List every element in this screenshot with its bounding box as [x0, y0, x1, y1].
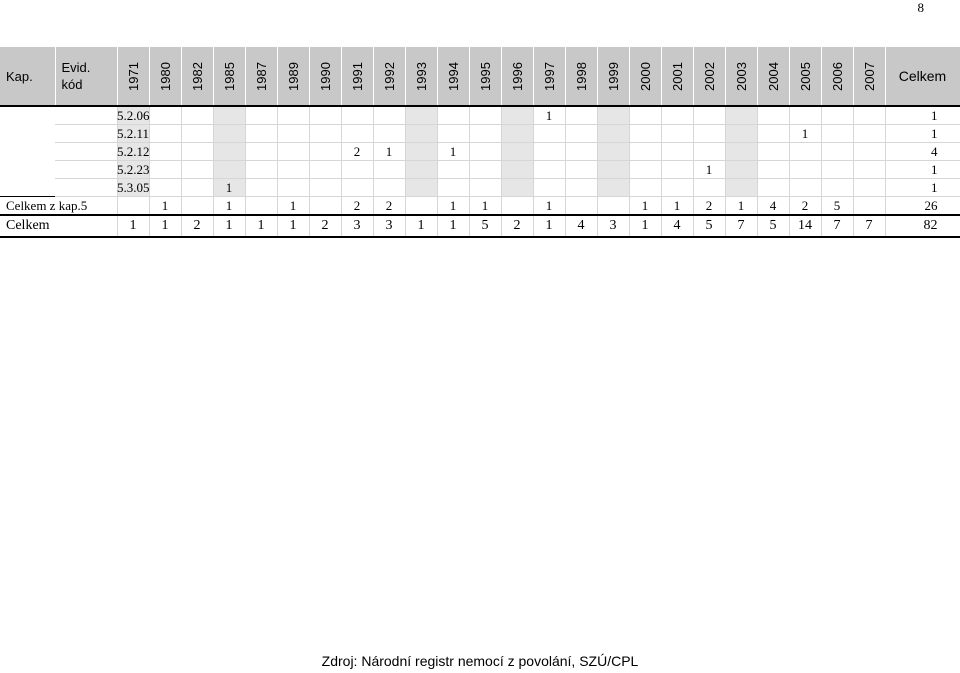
table-cell: [725, 125, 757, 143]
table-cell: [405, 106, 437, 125]
table-cell: [789, 106, 821, 125]
table-cell: [533, 125, 565, 143]
header-year: [693, 47, 725, 106]
header-year-label: 2006: [829, 61, 845, 91]
header-year-label: 2005: [797, 61, 813, 91]
table-cell: [341, 161, 373, 179]
grand-total-cell: 2: [501, 215, 533, 237]
header-year-label: 1989: [285, 61, 301, 91]
table-cell: [373, 106, 405, 125]
subtotal-cell: [245, 197, 277, 216]
table-cell: [437, 179, 469, 197]
grand-total-cell: 7: [853, 215, 885, 237]
table-cell: [341, 179, 373, 197]
table-cell: [181, 106, 213, 125]
table-cell: [853, 143, 885, 161]
grand-total-cell: 7: [725, 215, 757, 237]
table-cell: [757, 179, 789, 197]
subtotal-cell: [853, 197, 885, 216]
table-cell: [661, 106, 693, 125]
subtotal-cell: 1: [661, 197, 693, 216]
table-cell: [149, 161, 181, 179]
table-cell: [821, 179, 853, 197]
occupational-disease-table: [0, 47, 960, 238]
table-cell: [309, 161, 341, 179]
grand-total-cell: 1: [437, 215, 469, 237]
grand-total-cell: 5: [757, 215, 789, 237]
header-year: [821, 47, 853, 106]
grand-total-cell: 3: [597, 215, 629, 237]
grand-total-cell: 1: [533, 215, 565, 237]
header-year: [661, 47, 693, 106]
grand-total-total: 82: [885, 215, 960, 237]
grand-total-cell: 1: [149, 215, 181, 237]
table-row: [0, 125, 960, 143]
table-cell: [437, 125, 469, 143]
evid-code: 5.2.06: [55, 106, 117, 125]
header-year-label: 2004: [765, 61, 781, 91]
table-cell: [437, 106, 469, 125]
grand-total-cell: 2: [181, 215, 213, 237]
table-cell: [757, 143, 789, 161]
table-cell: 1: [533, 106, 565, 125]
table-cell: 1: [213, 179, 245, 197]
header-evid-line1: Evid.: [61, 60, 91, 75]
header-year: [629, 47, 661, 106]
table-cell: [597, 179, 629, 197]
table-cell: [309, 106, 341, 125]
grand-total-cell: 1: [405, 215, 437, 237]
header-year-label: 1991: [349, 61, 365, 91]
table-cell: [181, 179, 213, 197]
source-note: Zdroj: Národní registr nemocí z povolání, SZÚ/CPL: [321, 653, 639, 669]
subtotal-cell: 5: [821, 197, 853, 216]
subtotal-cell: 2: [693, 197, 725, 216]
table-cell: [469, 179, 501, 197]
header-year: [757, 47, 789, 106]
table-cell: [501, 125, 533, 143]
table-cell: [501, 179, 533, 197]
subtotal-cell: [181, 197, 213, 216]
table-cell: [149, 106, 181, 125]
subtotal-cell: [309, 197, 341, 216]
header-year: [501, 47, 533, 106]
table-cell: [245, 143, 277, 161]
subtotal-row: [0, 197, 960, 216]
table-cell: [405, 161, 437, 179]
subtotal-label: Celkem z kap.5: [0, 197, 117, 216]
table-cell: [373, 179, 405, 197]
table-cell: [693, 125, 725, 143]
row-total: 1: [885, 161, 960, 179]
grand-total-cell: 2: [309, 215, 341, 237]
page-number: 8: [917, 0, 924, 15]
grand-total-cell: 1: [245, 215, 277, 237]
header-year-label: 1990: [317, 61, 333, 91]
header-year: [341, 47, 373, 106]
subtotal-cell: 4: [757, 197, 789, 216]
header-year-label: 1998: [573, 61, 589, 91]
table-cell: [725, 143, 757, 161]
chapter-cell: [0, 106, 55, 197]
header-year: [597, 47, 629, 106]
row-total: 1: [885, 179, 960, 197]
header-year-label: 1994: [445, 61, 461, 91]
header-year: [309, 47, 341, 106]
table-cell: [597, 106, 629, 125]
header-year-label: 1980: [157, 61, 173, 91]
subtotal-cell: 1: [629, 197, 661, 216]
subtotal-cell: [565, 197, 597, 216]
table-cell: [629, 143, 661, 161]
subtotal-cell: [501, 197, 533, 216]
grand-total-cell: 1: [629, 215, 661, 237]
table-cell: [757, 106, 789, 125]
header-year: [213, 47, 245, 106]
table-cell: [149, 125, 181, 143]
table-cell: [309, 143, 341, 161]
header-year: [149, 47, 181, 106]
header-year-label: 1993: [413, 61, 429, 91]
table-cell: [213, 106, 245, 125]
grand-total-row: [0, 215, 960, 237]
table-cell: 1: [789, 125, 821, 143]
evid-code: 5.2.23: [55, 161, 117, 179]
header-year-label: 1996: [509, 61, 525, 91]
table-cell: [213, 143, 245, 161]
header-total: Celkem: [885, 47, 960, 106]
evid-code: 5.3.05: [55, 179, 117, 197]
table-cell: [469, 161, 501, 179]
table-cell: [661, 143, 693, 161]
table-cell: [629, 179, 661, 197]
table-cell: 1: [693, 161, 725, 179]
header-kap: Kap.: [0, 47, 55, 106]
table-row: [0, 143, 960, 161]
table-cell: [437, 161, 469, 179]
header-year-label: 2003: [733, 61, 749, 91]
table-cell: [565, 125, 597, 143]
table-cell: [821, 106, 853, 125]
grand-total-cell: 1: [213, 215, 245, 237]
table-cell: [405, 179, 437, 197]
row-total: 1: [885, 106, 960, 125]
grand-total-label: Celkem: [0, 215, 117, 237]
evid-code: 5.2.11: [55, 125, 117, 143]
table-cell: [373, 125, 405, 143]
table-cell: [501, 143, 533, 161]
table-cell: [245, 106, 277, 125]
grand-total-cell: 3: [341, 215, 373, 237]
grand-total-cell: 1: [117, 215, 149, 237]
table-cell: [213, 125, 245, 143]
table-cell: [725, 161, 757, 179]
subtotal-cell: 1: [533, 197, 565, 216]
table-cell: [821, 161, 853, 179]
table-cell: [693, 106, 725, 125]
table-cell: [405, 143, 437, 161]
header-year-label: 1997: [541, 61, 557, 91]
table-cell: [597, 143, 629, 161]
table-cell: [821, 143, 853, 161]
header-year-label: 1982: [189, 61, 205, 91]
subtotal-cell: 1: [725, 197, 757, 216]
table-cell: [245, 161, 277, 179]
table-cell: [341, 125, 373, 143]
table-cell: [149, 179, 181, 197]
table-cell: [565, 106, 597, 125]
grand-total-cell: 4: [565, 215, 597, 237]
header-year: [405, 47, 437, 106]
table-cell: [661, 125, 693, 143]
subtotal-cell: [405, 197, 437, 216]
header-year: [437, 47, 469, 106]
table-cell: 1: [373, 143, 405, 161]
table-cell: [501, 106, 533, 125]
table-cell: [277, 106, 309, 125]
table-cell: [661, 161, 693, 179]
table-cell: [693, 143, 725, 161]
header-evid-line2: kód: [61, 77, 83, 92]
subtotal-cell: 1: [437, 197, 469, 216]
table-cell: [533, 179, 565, 197]
table-cell: [789, 143, 821, 161]
table-cell: [277, 179, 309, 197]
header-year-label: 2001: [669, 61, 685, 91]
table-cell: [789, 161, 821, 179]
header-year: [565, 47, 597, 106]
table-cell: [757, 161, 789, 179]
subtotal-cell: 2: [373, 197, 405, 216]
header-year-label: 2000: [637, 61, 653, 91]
table-cell: [309, 179, 341, 197]
table-cell: [853, 125, 885, 143]
header-year: [373, 47, 405, 106]
table-cell: [373, 161, 405, 179]
evid-code: 5.2.12: [55, 143, 117, 161]
header-year-label: 1999: [605, 61, 621, 91]
table-cell: [565, 143, 597, 161]
subtotal-cell: [597, 197, 629, 216]
subtotal-cell: 2: [341, 197, 373, 216]
table-cell: [181, 125, 213, 143]
table-row: [0, 106, 960, 125]
subtotal-cell: 1: [277, 197, 309, 216]
table-cell: [725, 179, 757, 197]
table-cell: [213, 161, 245, 179]
header-year: [117, 47, 149, 106]
header-year: [725, 47, 757, 106]
table-cell: [661, 179, 693, 197]
table-cell: [757, 125, 789, 143]
table-cell: [245, 179, 277, 197]
table-cell: [501, 161, 533, 179]
header-year-label: 1987: [253, 61, 269, 91]
table-cell: [245, 125, 277, 143]
table-cell: [309, 125, 341, 143]
table-cell: 2: [341, 143, 373, 161]
table-cell: [565, 179, 597, 197]
table-row: [0, 179, 960, 197]
table-cell: [789, 179, 821, 197]
table-cell: [853, 106, 885, 125]
header-year: [853, 47, 885, 106]
table-cell: [181, 161, 213, 179]
grand-total-cell: 5: [469, 215, 501, 237]
table-cell: [277, 125, 309, 143]
table-cell: [629, 125, 661, 143]
table-cell: [469, 106, 501, 125]
grand-total-cell: 14: [789, 215, 821, 237]
grand-total-cell: 4: [661, 215, 693, 237]
table-cell: [533, 143, 565, 161]
header-year-label: 1985: [221, 61, 237, 91]
subtotal-cell: 1: [469, 197, 501, 216]
row-total: 1: [885, 125, 960, 143]
header-year: [245, 47, 277, 106]
table-row: [0, 161, 960, 179]
subtotal-cell: 2: [789, 197, 821, 216]
header-year-label: 1971: [125, 61, 141, 91]
header-year: [277, 47, 309, 106]
table-body: [0, 106, 960, 237]
header-year: [533, 47, 565, 106]
table-cell: [149, 143, 181, 161]
table-cell: [533, 161, 565, 179]
subtotal-total: 26: [885, 197, 960, 216]
header-year-label: 2007: [861, 61, 877, 91]
table-cell: [405, 125, 437, 143]
grand-total-cell: 1: [277, 215, 309, 237]
table-cell: [853, 179, 885, 197]
table-cell: [469, 125, 501, 143]
grand-total-cell: 3: [373, 215, 405, 237]
header-year: [789, 47, 821, 106]
grand-total-cell: 7: [821, 215, 853, 237]
table-cell: [629, 106, 661, 125]
header-year-label: 1995: [477, 61, 493, 91]
table-cell: [565, 161, 597, 179]
header-year-label: 2002: [701, 61, 717, 91]
header-evid-code: [55, 47, 117, 106]
table-cell: [181, 143, 213, 161]
table-cell: [725, 106, 757, 125]
table-header-row: [0, 47, 960, 106]
table-cell: 1: [437, 143, 469, 161]
table-cell: [469, 143, 501, 161]
table-cell: [693, 179, 725, 197]
table-cell: [821, 125, 853, 143]
table-cell: [277, 161, 309, 179]
subtotal-cell: 1: [149, 197, 181, 216]
grand-total-cell: 5: [693, 215, 725, 237]
row-total: 4: [885, 143, 960, 161]
table-cell: [277, 143, 309, 161]
table-cell: [341, 106, 373, 125]
header-year: [181, 47, 213, 106]
subtotal-cell: 1: [213, 197, 245, 216]
table-cell: [629, 161, 661, 179]
table-cell: [853, 161, 885, 179]
table-cell: [597, 161, 629, 179]
subtotal-cell: [117, 197, 149, 216]
table-cell: [597, 125, 629, 143]
header-year: [469, 47, 501, 106]
header-year-label: 1992: [381, 61, 397, 91]
